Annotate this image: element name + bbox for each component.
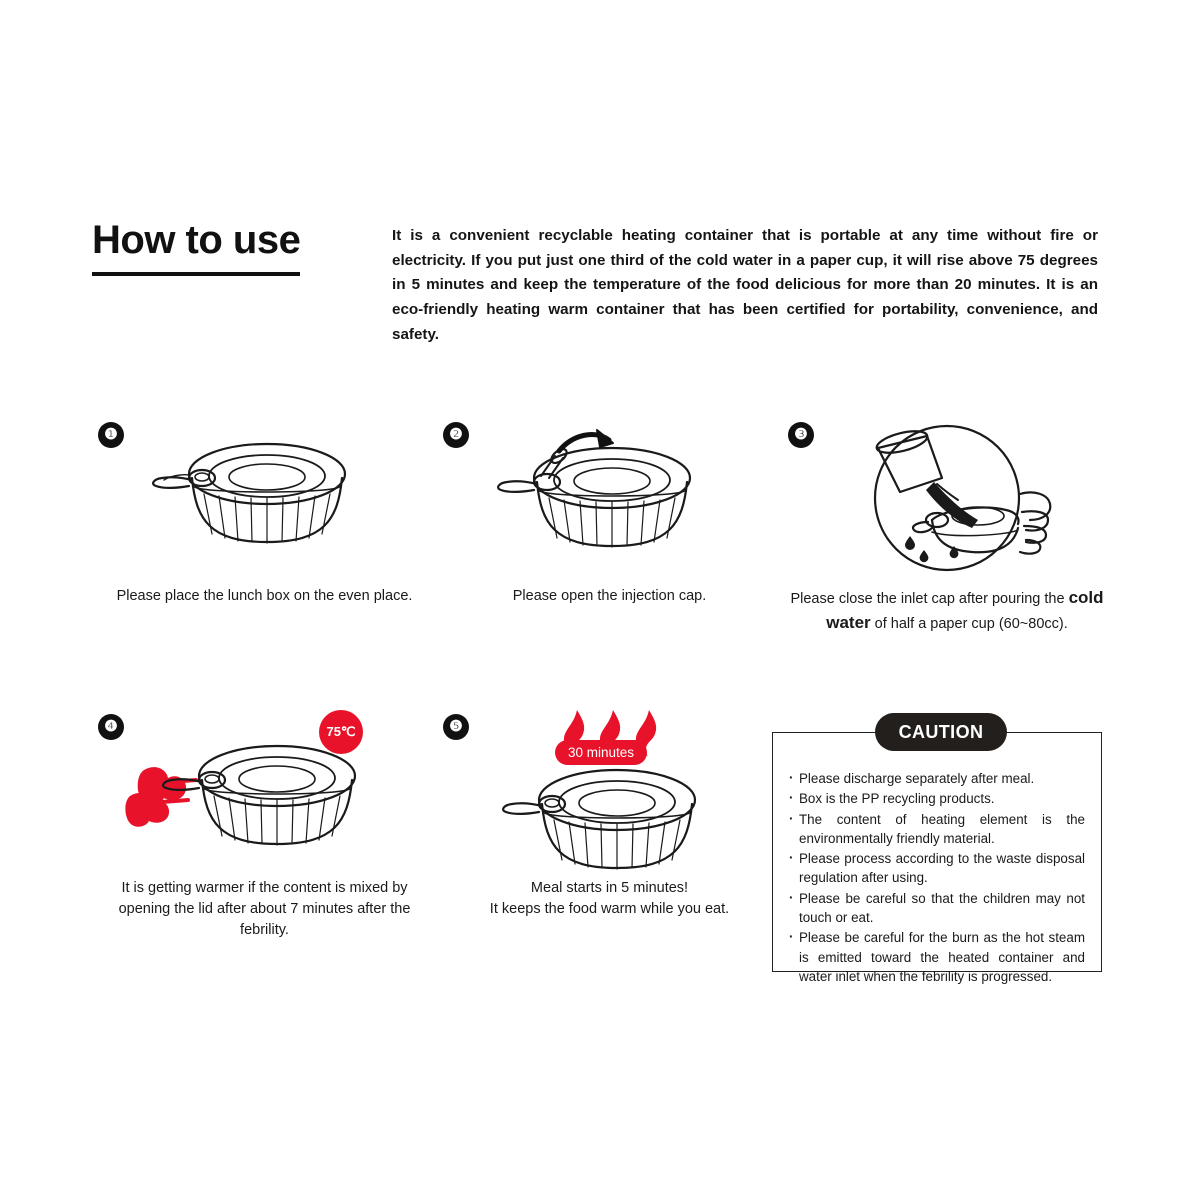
temperature-badge: 75℃ [319, 710, 363, 754]
open-cap-icon [437, 416, 782, 586]
time-badge: 30 minutes [555, 740, 647, 765]
step-3-caption-emphasis: cold water [826, 588, 1104, 632]
step-5-illustration [437, 708, 782, 878]
step-1 [92, 412, 437, 607]
ready-box-icon [437, 708, 782, 883]
step-4-number: ❹ [98, 714, 124, 740]
caution-item: · The content of heating element is the environmentally friendly material. [789, 810, 1085, 849]
step-1-caption: Please place the lunch box on the even place. [116, 588, 413, 604]
caution-item: · Box is the PP recycling products. [789, 789, 1085, 808]
caution-item: · Please be careful for the burn as the hot steam is emitted toward the heated container and water inlet when the febrility is progressed. [789, 928, 1085, 986]
step-2-illustration [437, 416, 782, 586]
header [92, 218, 1112, 347]
caution-item: · Please be careful so that the children may not touch or eat. [789, 889, 1085, 928]
step-5-caption [437, 878, 782, 920]
caution-item: · Please discharge separately after meal. [789, 769, 1085, 788]
step-4 [92, 704, 437, 941]
caution-box [772, 721, 1102, 984]
step-3-caption [782, 586, 1112, 635]
step-2 [437, 412, 782, 607]
step-3-illustration [782, 416, 1112, 586]
step-4-caption: It is getting warmer if the content is mixed by opening the lid after about 7 minutes after the febrility. [118, 880, 411, 939]
step-4-illustration [92, 708, 437, 878]
step-5-caption-line2: It keeps the food warm while you eat. [489, 901, 730, 918]
step-5 [437, 704, 782, 920]
page-title-wrap [92, 218, 392, 276]
step-2-number: ❷ [443, 422, 469, 448]
intro-paragraph: It is a convenient recyclable heating container that is portable at any time without fire or electricity. If you put just one third of the cold water in a paper cup, it will rise above 75 degrees in 5 minutes and keep the temperature of the food delicious for more than 20 minutes. It is an eco-friendly heating warm container that has been certified for portability, convenience, and safety. [392, 227, 1098, 343]
step-3-caption-pre: Please close the inlet cap after pouring the [790, 591, 1069, 607]
caution-title: CAUTION [875, 713, 1007, 751]
caution-item: · Please process according to the waste disposal regulation after using. [789, 849, 1085, 888]
page-title: How to use [92, 218, 300, 276]
step-2-caption: Please open the injection cap. [512, 588, 707, 604]
step-1-illustration [92, 416, 437, 586]
step-3-number: ❸ [788, 422, 814, 448]
steps-row-1 [92, 412, 1112, 682]
steam-puff-icon [125, 767, 186, 827]
step-1-number: ❶ [98, 422, 124, 448]
step-5-number: ❺ [443, 714, 469, 740]
step-5-caption-line1: Meal starts in 5 minutes! [530, 880, 689, 896]
caution-list [773, 733, 1101, 986]
warming-box-icon [92, 708, 437, 883]
pour-water-icon [782, 416, 1112, 586]
lunch-box-icon [92, 416, 437, 586]
step-3-caption-post: of half a paper cup (60~80cc). [870, 615, 1068, 632]
step-3 [782, 412, 1112, 635]
